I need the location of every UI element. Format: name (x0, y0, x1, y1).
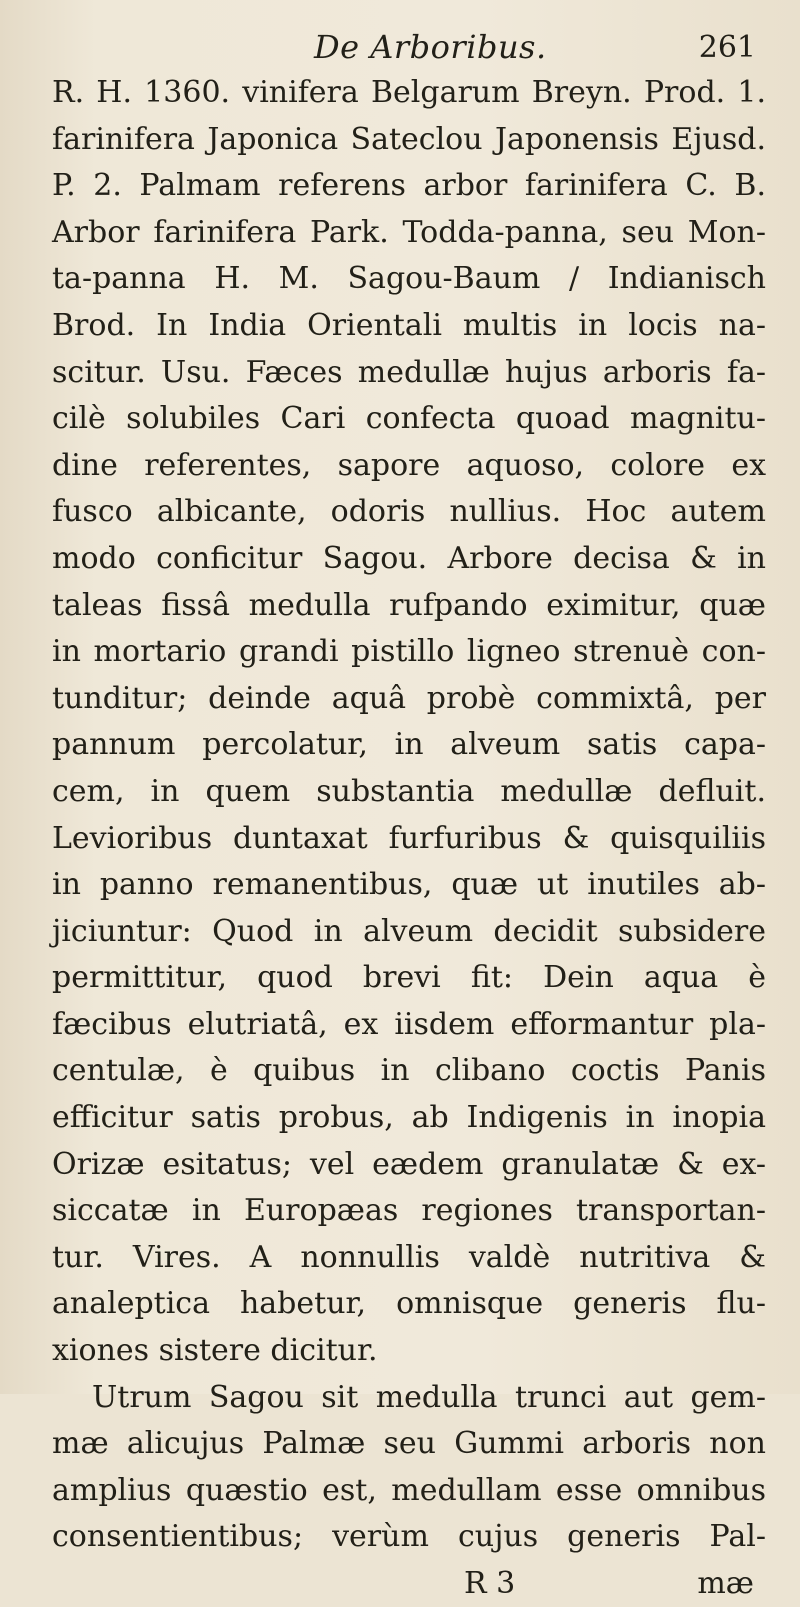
signature-mark: R 3 (464, 1566, 516, 1601)
text-line: efficitur satis probus, ab Indigenis in inopia (52, 1100, 766, 1136)
text-line: tunditur; deinde aquâ probè commixtâ, per (52, 680, 766, 716)
text-line: centulæ, è quibus in clibano coctis Panis (52, 1053, 766, 1089)
text-line: jiciuntur: Quod in alveum decidit subsidere (52, 913, 766, 949)
running-title: De Arboribus. (314, 28, 547, 66)
text-line: in panno remanentibus, quæ ut inutiles ab- (52, 867, 766, 903)
catchword: mæ (697, 1566, 754, 1601)
page-number: 261 (698, 30, 756, 65)
text-line: amplius quæstio est, medullam esse omnibus (52, 1472, 766, 1508)
text-line: analeptica habetur, omnisque generis flu- (52, 1286, 766, 1322)
text-line: cilè solubiles Cari confecta quoad magnitu- (52, 401, 766, 437)
text-line: consentientibus; verùm cujus generis Pal- (52, 1519, 766, 1555)
text-line: pannum percolatur, in alveum satis capa- (52, 727, 766, 763)
text-line: cem, in quem substantia medullæ defluit. (52, 773, 766, 809)
text-line: Utrum Sagou sit medulla trunci aut gem- (92, 1379, 766, 1415)
text-line: R. H. 1360. vinifera Belgarum Breyn. Prod. 1. (52, 75, 766, 110)
running-head (52, 18, 776, 70)
text-line: fusco albicante, odoris nullius. Hoc autem (52, 494, 766, 530)
text-line: farinifera Japonica Sateclou Japonensis Ejusd. (52, 121, 766, 157)
text-line: Levioribus duntaxat furfuribus & quisquiliis (52, 820, 766, 856)
text-line: fæcibus elutriatâ, ex iisdem efformantur pla- (52, 1006, 766, 1042)
page-footer (52, 1561, 776, 1607)
text-line: in mortario grandi pistillo ligneo strenuè con- (52, 634, 766, 670)
text-line: scitur. Usu. Fæces medullæ hujus arboris fa- (52, 354, 766, 390)
text-line: Orizæ esitatus; vel eædem granulatæ & ex- (52, 1146, 766, 1182)
text-line: taleas fissâ medulla rufpando eximitur, quæ (52, 587, 766, 623)
text-line: Arbor farinifera Park. Todda-panna, seu Mon- (52, 214, 766, 250)
body-text (52, 70, 776, 1561)
text-line: permittitur, quod brevi fit: Dein aqua è (52, 960, 766, 996)
text-line: tur. Vires. A nonnullis valdè nutritiva & (52, 1239, 766, 1275)
text-line: ta-panna H. M. Sagou-Baum / Indianisch (52, 261, 766, 297)
text-line: P. 2. Palmam referens arbor farinifera C. B. (52, 168, 766, 204)
text-line: mæ alicujus Palmæ seu Gummi arboris non (52, 1426, 766, 1462)
text-line: xiones sistere dicitur. (52, 1333, 378, 1369)
text-line: Brod. In India Orientali multis in locis na- (52, 307, 766, 343)
text-line: modo conficitur Sagou. Arbore decisa & in (52, 540, 766, 576)
text-line: siccatæ in Europæas regiones transportan- (52, 1193, 766, 1229)
text-line: dine referentes, sapore aquoso, colore ex (52, 447, 766, 483)
